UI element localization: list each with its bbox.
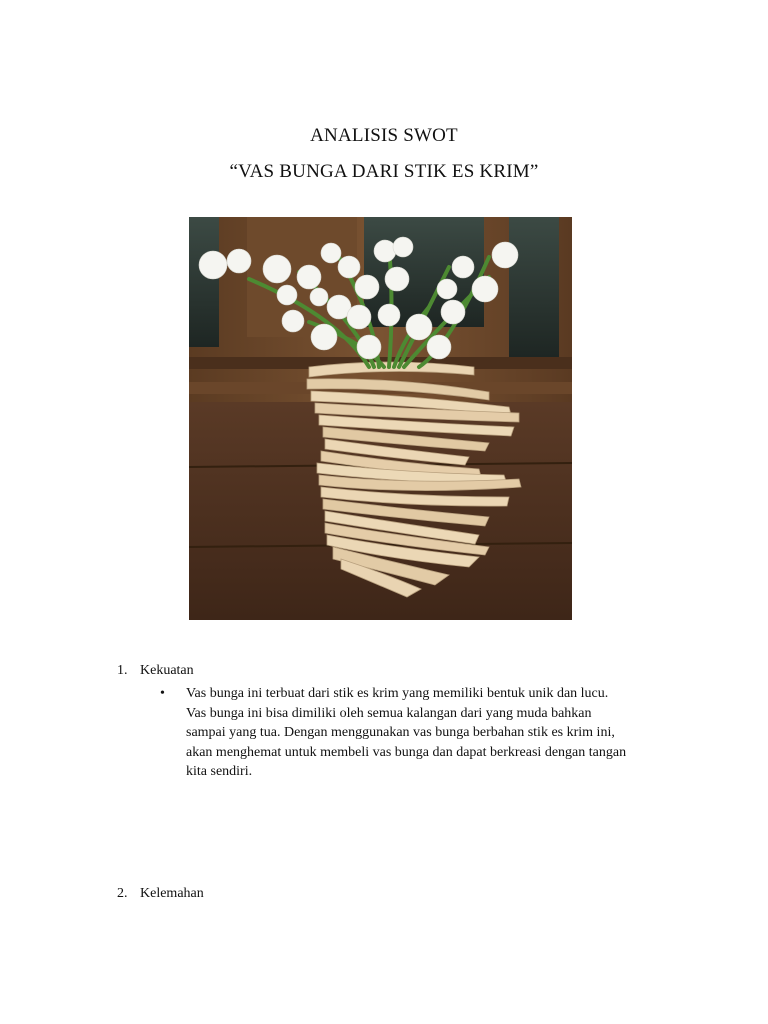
section-heading: Kelemahan (140, 886, 204, 901)
document-subtitle: “VAS BUNGA DARI STIK ES KRIM” (229, 161, 539, 182)
bullet-icon: • (160, 686, 165, 701)
document-title: ANALISIS SWOT (310, 125, 458, 146)
vase-photo-illustration (189, 217, 572, 620)
section-heading: Kekuatan (140, 663, 194, 678)
kekuatan-bullet-text: Vas bunga ini terbuat dari stik es krim yang memiliki bentuk unik dan lucu. Vas bunga ini bisa dimiliki oleh semua kalangan dari yang muda bahkan sampai yang tua. Dengan menggunakan vas bunga berbahan stik es krim ini, akan menghemat untuk membeli vas bunga dan dapat berkreasi dengan tangan kita sendiri. (186, 686, 627, 779)
section-kelemahan-heading (117, 886, 204, 902)
kekuatan-bullet-item (160, 684, 660, 782)
vase-photo (189, 217, 572, 620)
section-number: 2. (117, 886, 128, 901)
section-number: 1. (117, 663, 128, 678)
section-kekuatan-heading (117, 663, 194, 679)
